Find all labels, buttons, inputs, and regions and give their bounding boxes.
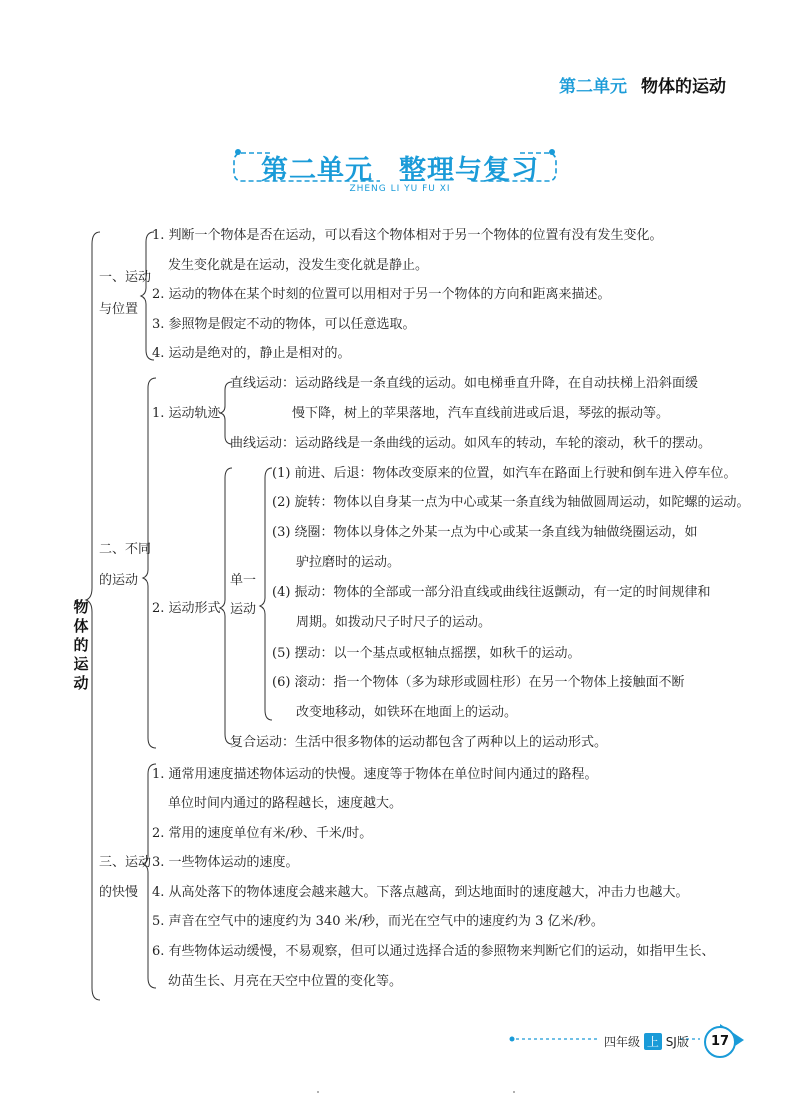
- single-item-6: (6) 滚动：指一个物体（多为球形或圆柱形）在另一个物体上接触面不断: [272, 675, 685, 690]
- footer-term: 上: [644, 1033, 662, 1050]
- track-item-line: 直线运动：运动路线是一条直线的运动。如电梯垂直升降，在自动扶梯上沿斜面缓: [230, 376, 699, 391]
- footer-edition: SJ版: [665, 1035, 689, 1049]
- section3-item-2: 2. 常用的速度单位有米/秒、千米/时。: [152, 826, 373, 841]
- section3-label-line1: 三、运动: [99, 855, 152, 870]
- section1-label-line1: 一、运动: [99, 270, 152, 285]
- form-label: 2. 运动形式: [152, 601, 221, 616]
- header-topic: 物体的运动: [641, 77, 726, 97]
- single-item-4: (4) 振动：物体的全部或一部分沿直线或曲线往返颤动，有一定的时间规律和: [272, 585, 711, 600]
- title-pinyin: ZHENG LI YU FU XI: [349, 184, 451, 194]
- page-number: 17: [704, 1026, 736, 1058]
- section1-item-1-cont: 发生变化就是在运动，没发生变化就是静止。: [168, 258, 429, 273]
- title-part1: 第二单元: [261, 155, 373, 186]
- footer-grade: [604, 1033, 689, 1050]
- single-item-3-cont: 驴拉磨时的运动。: [296, 555, 401, 570]
- section3-item-6-cont: 幼苗生长、月亮在天空中位置的变化等。: [168, 974, 403, 989]
- section3-item-1: 1. 通常用速度描述物体运动的快慢。速度等于物体在单位时间内通过的路程。: [152, 767, 598, 782]
- section2-label-line2: 的运动: [99, 573, 139, 588]
- section3-label-line2: 的快慢: [99, 885, 139, 900]
- root-label: 物 体 的 运 动: [73, 598, 89, 692]
- single-item-1: (1) 前进、后退：物体改变原来的位置，如汽车在路面上行驶和倒车进入停车位。: [272, 466, 737, 481]
- section1-item-3: 3. 参照物是假定不动的物体，可以任意选取。: [152, 317, 416, 332]
- footer-grade-text: 四年级: [604, 1035, 641, 1049]
- section1-item-2: 2. 运动的物体在某个时刻的位置可以用相对于另一个物体的方向和距离来描述。: [152, 287, 611, 302]
- single-item-6-cont: 改变地移动，如铁环在地面上的运动。: [296, 705, 518, 720]
- single-item-3: (3) 绕圈：物体以身体之外某一点为中心或某一条直线为轴做绕圈运动，如: [272, 525, 698, 540]
- section1-label-line2: 与位置: [99, 302, 139, 317]
- section3-item-3: 3. 一些物体运动的速度。: [152, 855, 299, 870]
- section2-label-line1: 二、不同: [99, 542, 152, 557]
- compound-motion: 复合运动：生活中很多物体的运动都包含了两种以上的运动形式。: [230, 735, 608, 750]
- section3-item-4: 4. 从高处落下的物体速度会越来越大。下落点越高，到达地面时的速度越大，冲击力也越大。: [152, 885, 689, 900]
- section3-item-1-cont: 单位时间内通过的路程越长，速度越大。: [168, 796, 403, 811]
- single-item-4-cont: 周期。如拨动尺子时尺子的运动。: [296, 615, 492, 630]
- section3-item-5: 5. 声音在空气中的速度约为 340 米/秒，而光在空气中的速度约为 3 亿米/秒。: [152, 914, 604, 929]
- section3-item-6: 6. 有些物体运动缓慢，不易观察，但可以通过选择合适的参照物来判断它们的运动，如指甲生长、: [152, 944, 715, 959]
- page-title: [0, 148, 800, 187]
- track-label: 1. 运动轨迹: [152, 406, 221, 421]
- header-unit: 第二单元: [559, 77, 627, 97]
- track-item-curve: 曲线运动：运动路线是一条曲线的运动。如风车的转动，车轮的滚动，秋千的摆动。: [230, 436, 712, 451]
- single-label-line2: 运动: [230, 602, 257, 617]
- single-item-5: (5) 摆动：以一个基点或枢轴点摇摆，如秋千的运动。: [272, 646, 581, 661]
- single-item-2: (2) 旋转：物体以自身某一点为中心或某一条直线为轴做圆周运动，如陀螺的运动。: [272, 495, 750, 510]
- title-part2: 整理与复习: [399, 155, 539, 186]
- section1-item-4: 4. 运动是绝对的，静止是相对的。: [152, 346, 351, 361]
- section1-item-1: 1. 判断一个物体是否在运动，可以看这个物体相对于另一个物体的位置有没有发生变化。: [152, 228, 663, 243]
- track-item-line-cont: 慢下降，树上的苹果落地，汽车直线前进或后退，琴弦的振动等。: [292, 406, 670, 421]
- single-label-line1: 单一: [230, 573, 257, 588]
